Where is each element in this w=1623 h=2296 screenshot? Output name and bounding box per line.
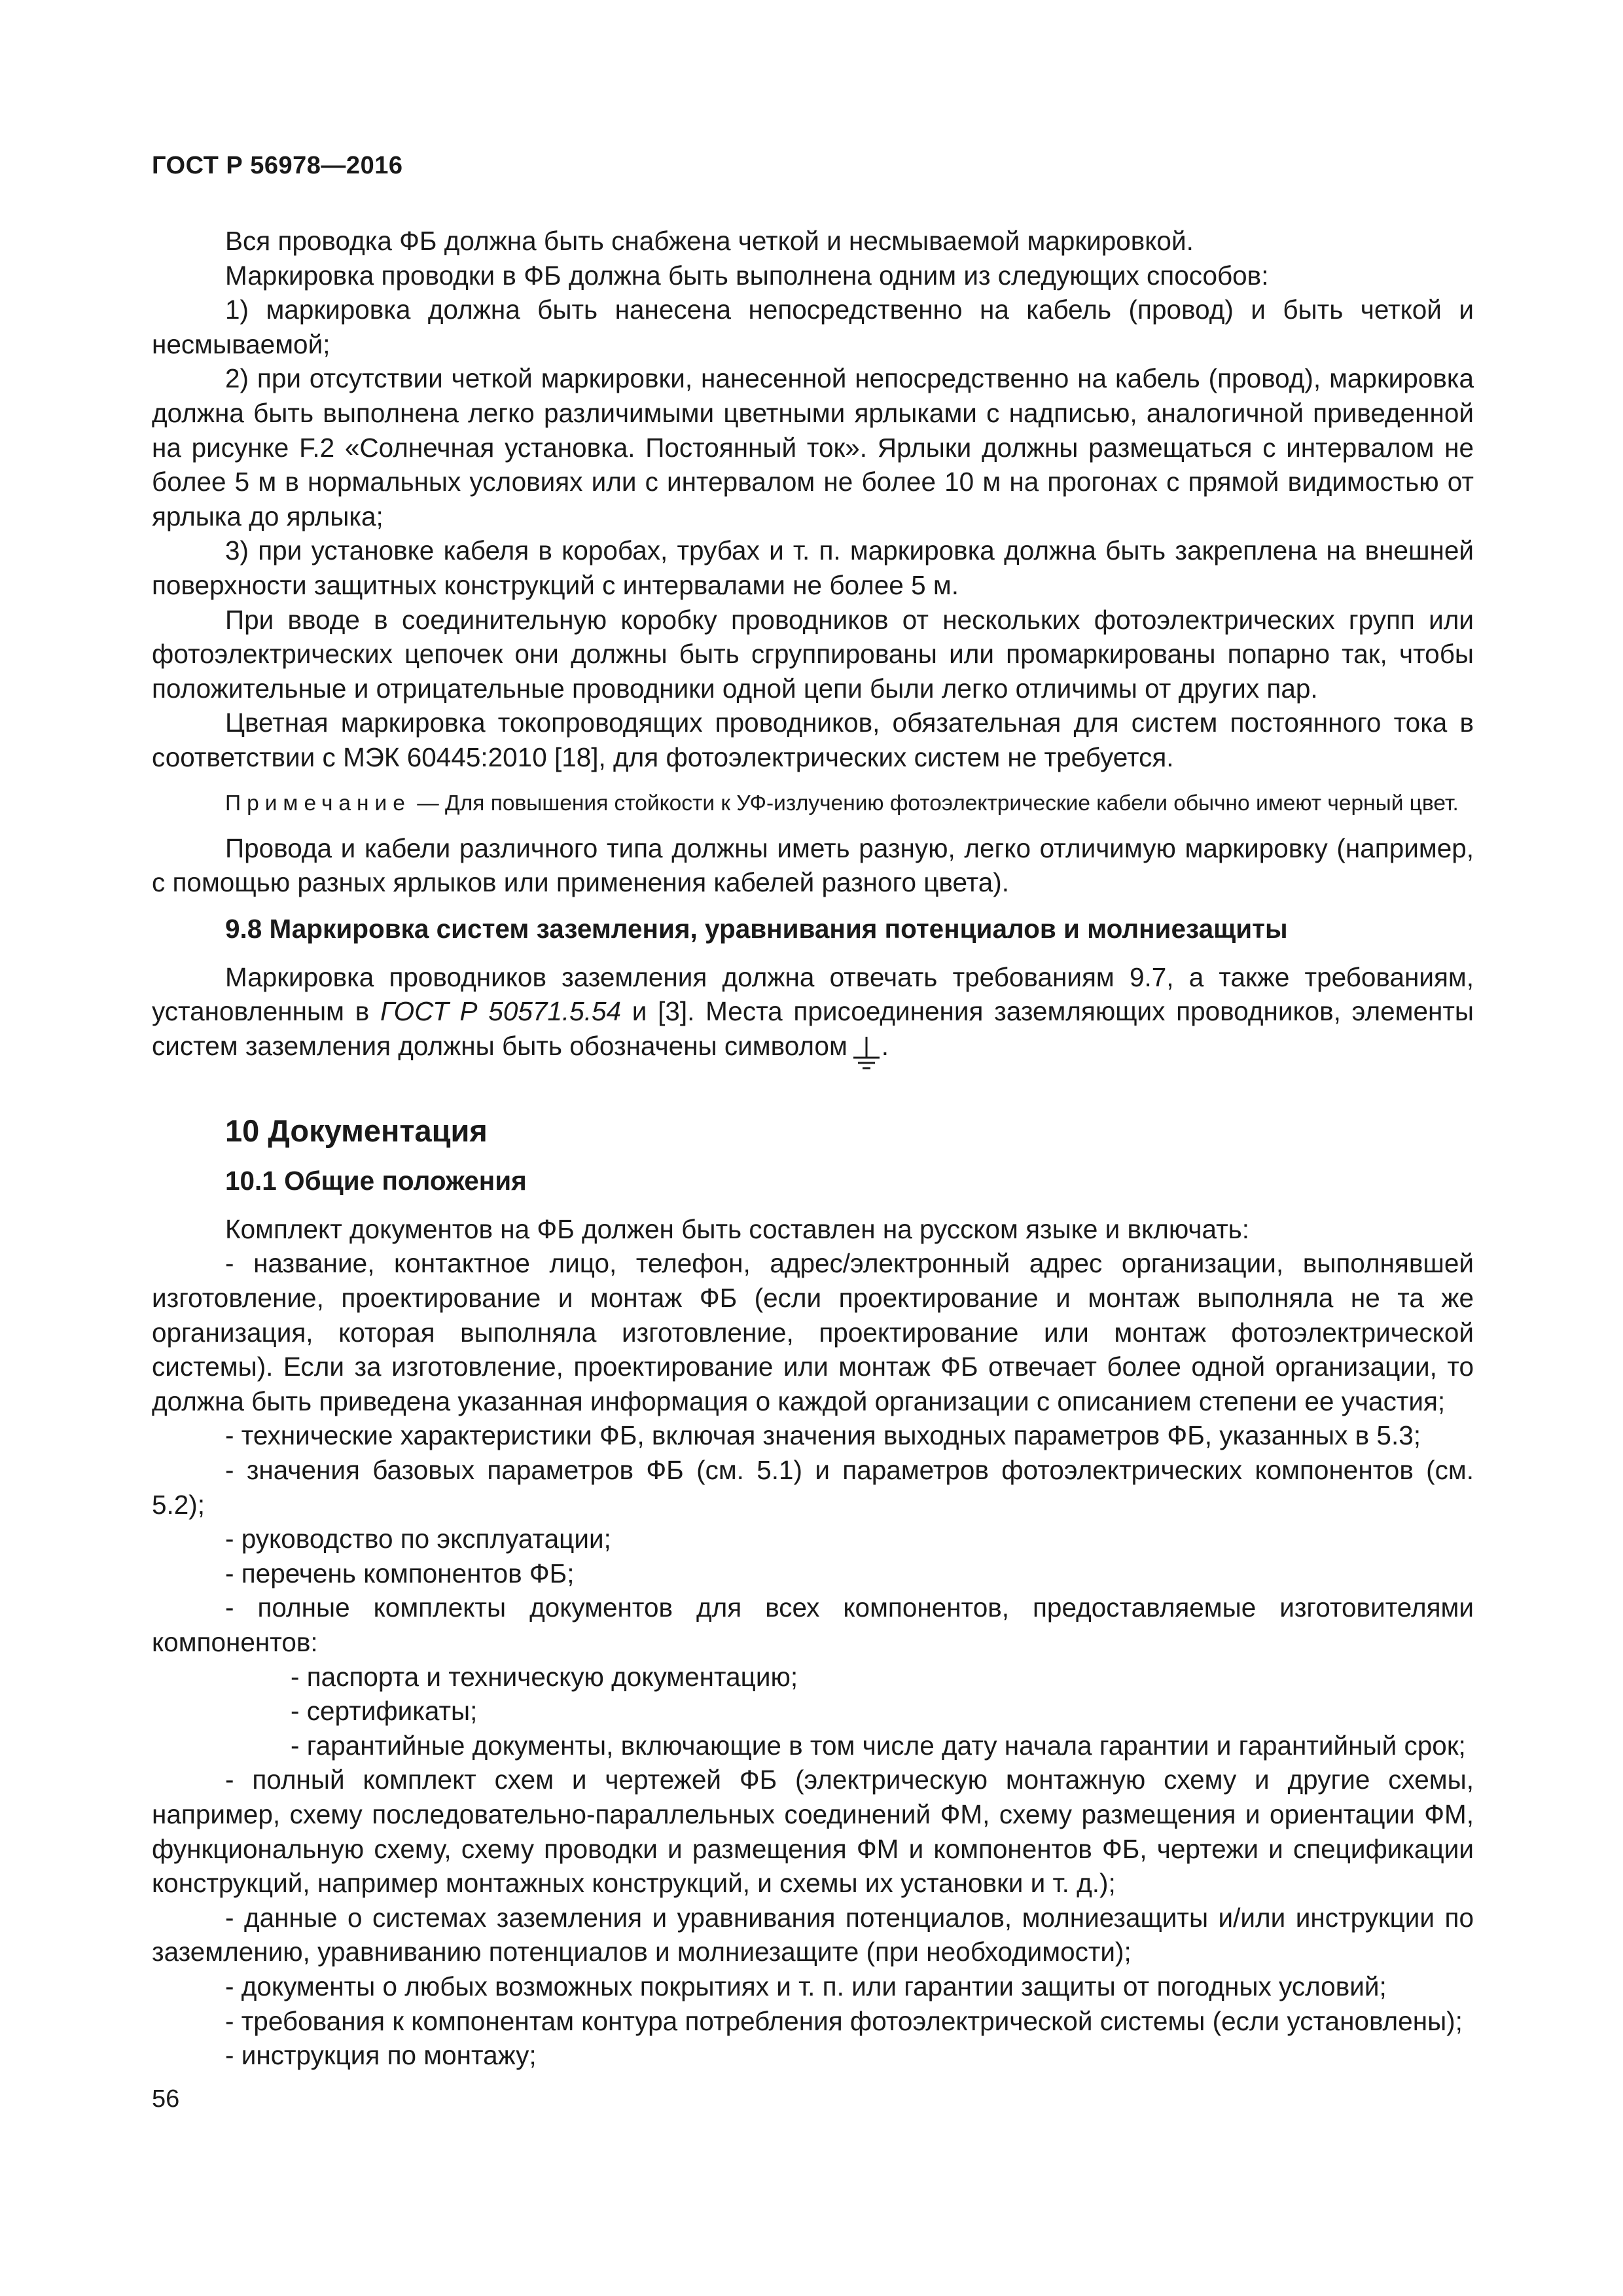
text-span: . [881, 1030, 889, 1061]
list-item: - перечень компонентов ФБ; [225, 1558, 575, 1588]
list-item: 1) маркировка должна быть нанесена непосредственно на кабель (провод) и быть четкой и несмываемой; [152, 295, 1474, 359]
paragraph: Вся проводка ФБ должна быть снабжена четкой и несмываемой маркировкой. [225, 226, 1194, 256]
list-item: - данные о системах заземления и уравнивания потенциалов, молниезащиты и/или инструкции по заземлению, уравниванию потенциалов и молниезащите (при необходимости); [152, 1902, 1474, 1967]
document-header-code: ГОСТ Р 56978—2016 [152, 152, 403, 179]
list-item: - требования к компонентам контура потребления фотоэлектрической системы (если установлены); [225, 2005, 1463, 2036]
note [152, 789, 1474, 818]
list-item: - руководство по эксплуатации; [225, 1524, 611, 1554]
page-content [152, 224, 1474, 2073]
standard-reference: ГОСТ Р 50571.5.54 [380, 996, 621, 1027]
list-item: 3) при установке кабеля в коробах, трубах и т. п. маркировка должна быть закреплена на внешней поверхности защитных конструкций с интервалами не более 5 м. [152, 535, 1474, 600]
ground-symbol-icon [851, 1035, 882, 1071]
text-span: Маркировка проводников заземления должна отвечать требованиям 9.7, а также требованиям, установленным в [152, 961, 1474, 1027]
paragraph: Комплект документов на ФБ должен быть составлен на русском языке и включать: [225, 1213, 1250, 1244]
list-item: - технические характеристики ФБ, включая значения выходных параметров ФБ, указанных в 5.3; [225, 1420, 1421, 1451]
sub-list-item: - паспорта и техническую документацию; [291, 1661, 798, 1692]
list-item: - полный комплект схем и чертежей ФБ (электрическую монтажную схему и другие схемы, например, схему последовательно-параллельных соединений ФМ, схему размещения и ориентации ФМ, функциональную схему, схему проводки и размещения ФМ и компонентов ФБ, чертежи и спецификации конструкций, например монтажных конструкций, и схемы их установки и т. д.); [152, 1765, 1474, 1899]
sub-list-item: - гарантийные документы, включающие в том числе дату начала гарантии и гарантийный срок; [291, 1730, 1466, 1761]
section-heading-9-8: 9.8 Маркировка систем заземления, уравнивания потенциалов и молниезащиты [225, 913, 1288, 944]
paragraph-grounding [152, 960, 1474, 1071]
section-heading-10: 10 Документация [225, 1113, 488, 1148]
list-item: - инструкция по монтажу; [225, 2040, 537, 2071]
paragraph: При вводе в соединительную коробку проводников от нескольких фотоэлектрических групп или фотоэлектрических цепочек они должны быть сгруппированы или промаркированы попарно так, чтобы положительные и отрицательные проводники одной цепи были легко отличимы от других пар. [152, 604, 1474, 704]
list-item: - значения базовых параметров ФБ (см. 5.1) и параметров фотоэлектрических компонентов (см. 5.2); [152, 1455, 1474, 1520]
paragraph: Цветная маркировка токопроводящих проводников, обязательная для систем постоянного тока в соответствии с МЭК 60445:2010 [18], для фотоэлектрических систем не требуется. [152, 708, 1474, 772]
sub-list-item: - сертификаты; [291, 1696, 478, 1727]
paragraph: Маркировка проводки в ФБ должна быть выполнена одним из следующих способов: [225, 260, 1269, 291]
subsection-heading-10-1: 10.1 Общие положения [225, 1165, 527, 1196]
note-label: Примечание [225, 791, 411, 816]
list-item: - название, контактное лицо, телефон, адрес/электронный адрес организации, выполнявшей изготовление, проектирование и монтаж ФБ (если проектирование и монтаж выполняла не та же организация, которая выполняла изготовление, проектирование или монтаж фотоэлектрической системы). Если за изготовление, проектирование или монтаж ФБ отвечает более одной организации, то должна быть приведена указанная информация о каждой организации с описанием степени ее участия; [152, 1248, 1474, 1416]
page-number: 56 [152, 2085, 180, 2113]
list-item: - документы о любых возможных покрытиях и т. п. или гарантии защиты от погодных условий; [225, 1971, 1387, 2001]
list-item: - полные комплекты документов для всех компонентов, предоставляемые изготовителями компонентов: [152, 1592, 1474, 1657]
list-item: 2) при отсутствии четкой маркировки, нанесенной непосредственно на кабель (провод), маркировка должна быть выполнена легко различимыми цветными ярлыками с надписью, аналогичной приведенной на рисунке F.2 «Солнечная установка. Постоянный ток». Ярлыки должны размещаться с интервалом не более 5 м в нормальных условиях или с интервалом не более 10 м на прогонах с прямой видимостью от ярлыка до ярлыка; [152, 363, 1474, 531]
text-span: и [3]. Места присоединения заземляющих проводников, элементы систем заземления должны быть обозначены символом [152, 996, 1474, 1061]
note-text: — Для повышения стойкости к УФ-излучению фотоэлектрические кабели обычно имеют черный цвет. [410, 791, 1459, 816]
paragraph: Провода и кабели различного типа должны иметь разную, легко отличимую маркировку (например, с помощью разных ярлыков или применения кабелей разного цвета). [152, 833, 1474, 898]
